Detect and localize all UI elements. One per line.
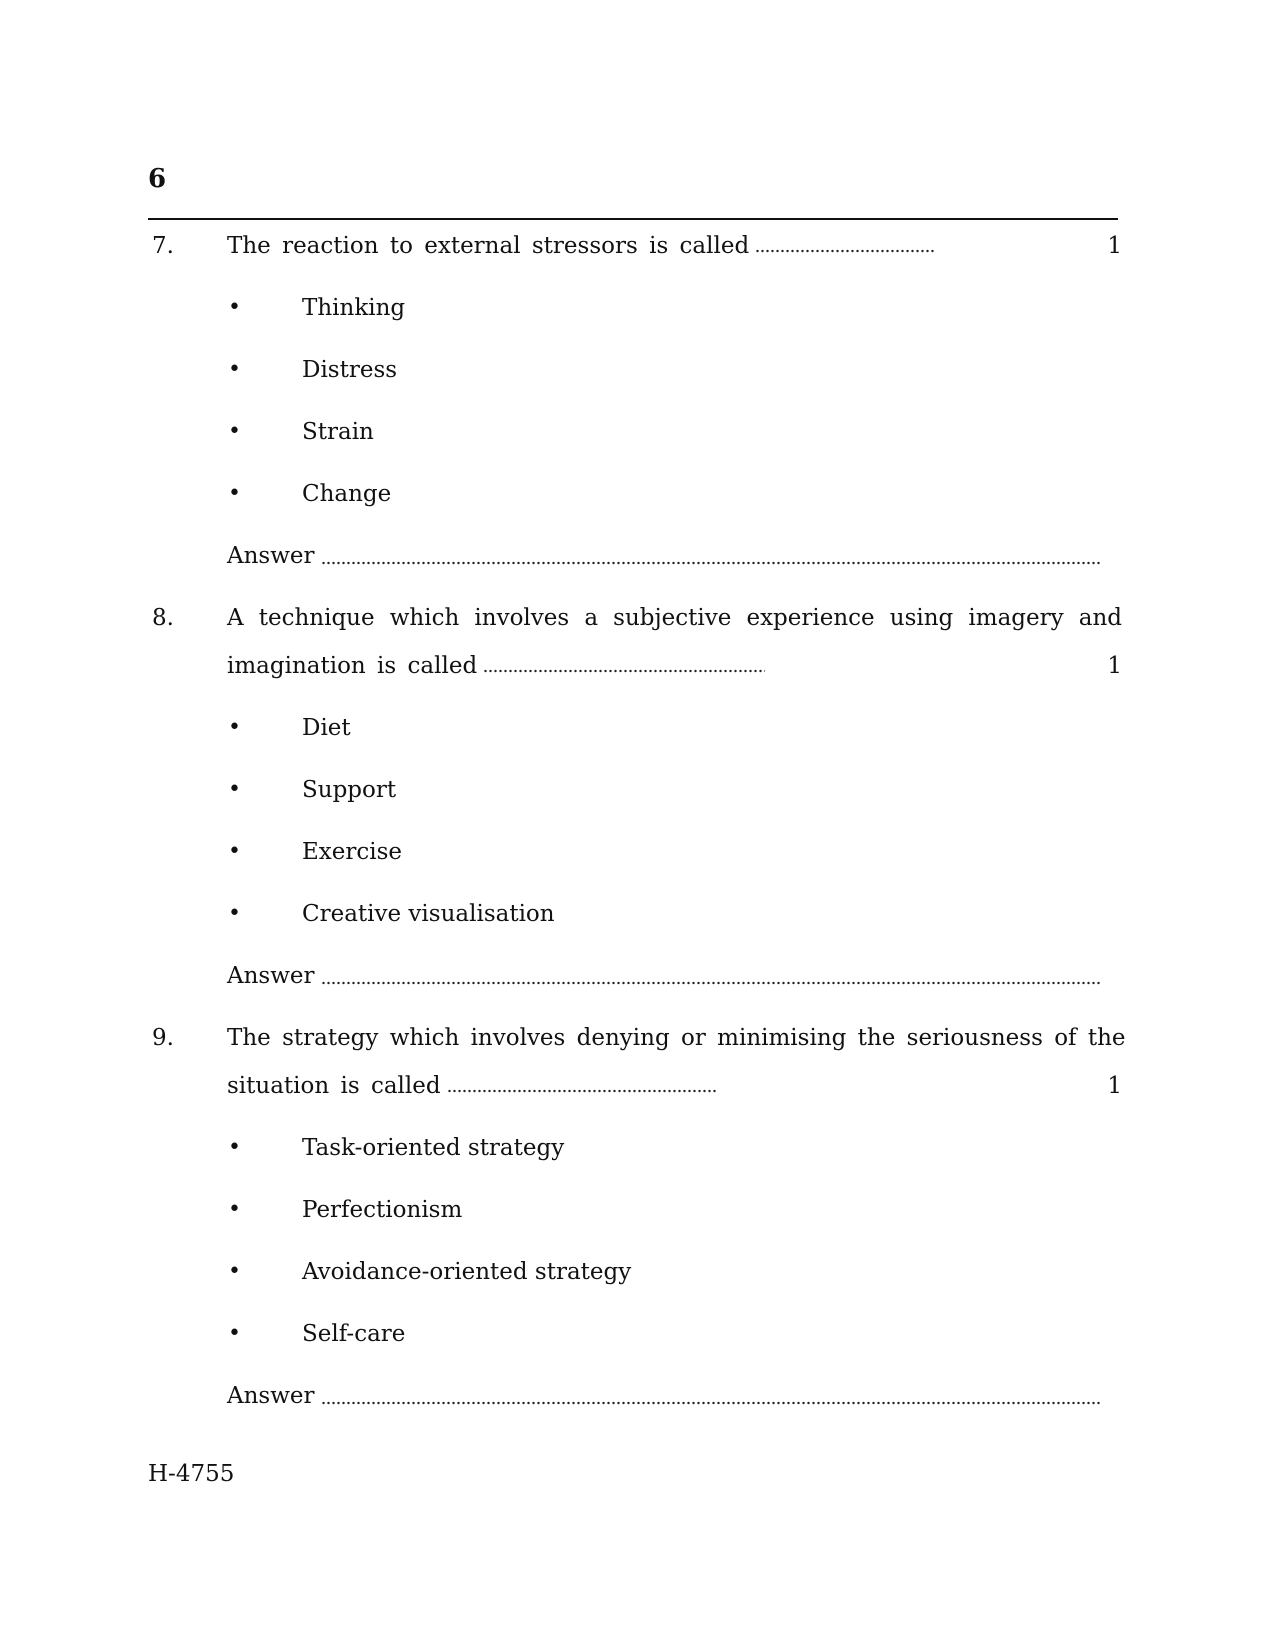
- bullet-icon: •: [228, 419, 241, 444]
- question-text-line: imagination is called: [227, 653, 478, 679]
- bullet-icon: •: [228, 1259, 241, 1284]
- option: Task-oriented strategy: [302, 1135, 565, 1161]
- option: Self-care: [302, 1321, 406, 1347]
- bullet-icon: •: [228, 777, 241, 802]
- question-text-line: A technique which involves a subjective experience using imagery and: [227, 605, 1122, 631]
- question-text: [227, 650, 1122, 682]
- option: Thinking: [302, 295, 406, 321]
- marks: 1: [1107, 233, 1122, 259]
- answer-label: Answer: [227, 963, 315, 989]
- option: Perfectionism: [302, 1197, 463, 1223]
- question-text-line: The strategy which involves denying or minimising the seriousness of the: [227, 1025, 1126, 1051]
- option: Change: [302, 481, 392, 507]
- option: Exercise: [302, 839, 403, 865]
- bullet-icon: •: [228, 1135, 241, 1160]
- page-number: 6: [148, 164, 167, 194]
- answer-field[interactable]: [321, 981, 1102, 985]
- option: Diet: [302, 715, 351, 741]
- bullet-icon: •: [228, 715, 241, 740]
- question-text: [227, 230, 1122, 262]
- blank-dots: [483, 669, 765, 673]
- question-text-line: situation is called: [227, 1073, 441, 1099]
- option: Distress: [302, 357, 398, 383]
- footer-code: H-4755: [148, 1461, 235, 1487]
- question-number: 7.: [152, 233, 174, 259]
- answer-label: Answer: [227, 1383, 315, 1409]
- option: Avoidance-oriented strategy: [302, 1259, 632, 1285]
- bullet-icon: •: [228, 839, 241, 864]
- bullet-icon: •: [228, 901, 241, 926]
- bullet-icon: •: [228, 1197, 241, 1222]
- marks: 1: [1107, 653, 1122, 679]
- question-number: 8.: [152, 605, 174, 631]
- blank-dots: [447, 1089, 717, 1093]
- option: Creative visualisation: [302, 901, 555, 927]
- answer-field[interactable]: [321, 561, 1102, 565]
- option: Strain: [302, 419, 374, 445]
- bullet-icon: •: [228, 1321, 241, 1346]
- option: Support: [302, 777, 397, 803]
- header-rule: [148, 218, 1118, 220]
- answer-label: Answer: [227, 543, 315, 569]
- bullet-icon: •: [228, 295, 241, 320]
- blank-dots: [755, 249, 935, 253]
- question-text: [227, 1070, 1122, 1102]
- bullet-icon: •: [228, 481, 241, 506]
- question-number: 9.: [152, 1025, 174, 1051]
- bullet-icon: •: [228, 357, 241, 382]
- marks: 1: [1107, 1073, 1122, 1099]
- answer-field[interactable]: [321, 1401, 1102, 1405]
- question-text-line: The reaction to external stressors is called: [227, 233, 750, 259]
